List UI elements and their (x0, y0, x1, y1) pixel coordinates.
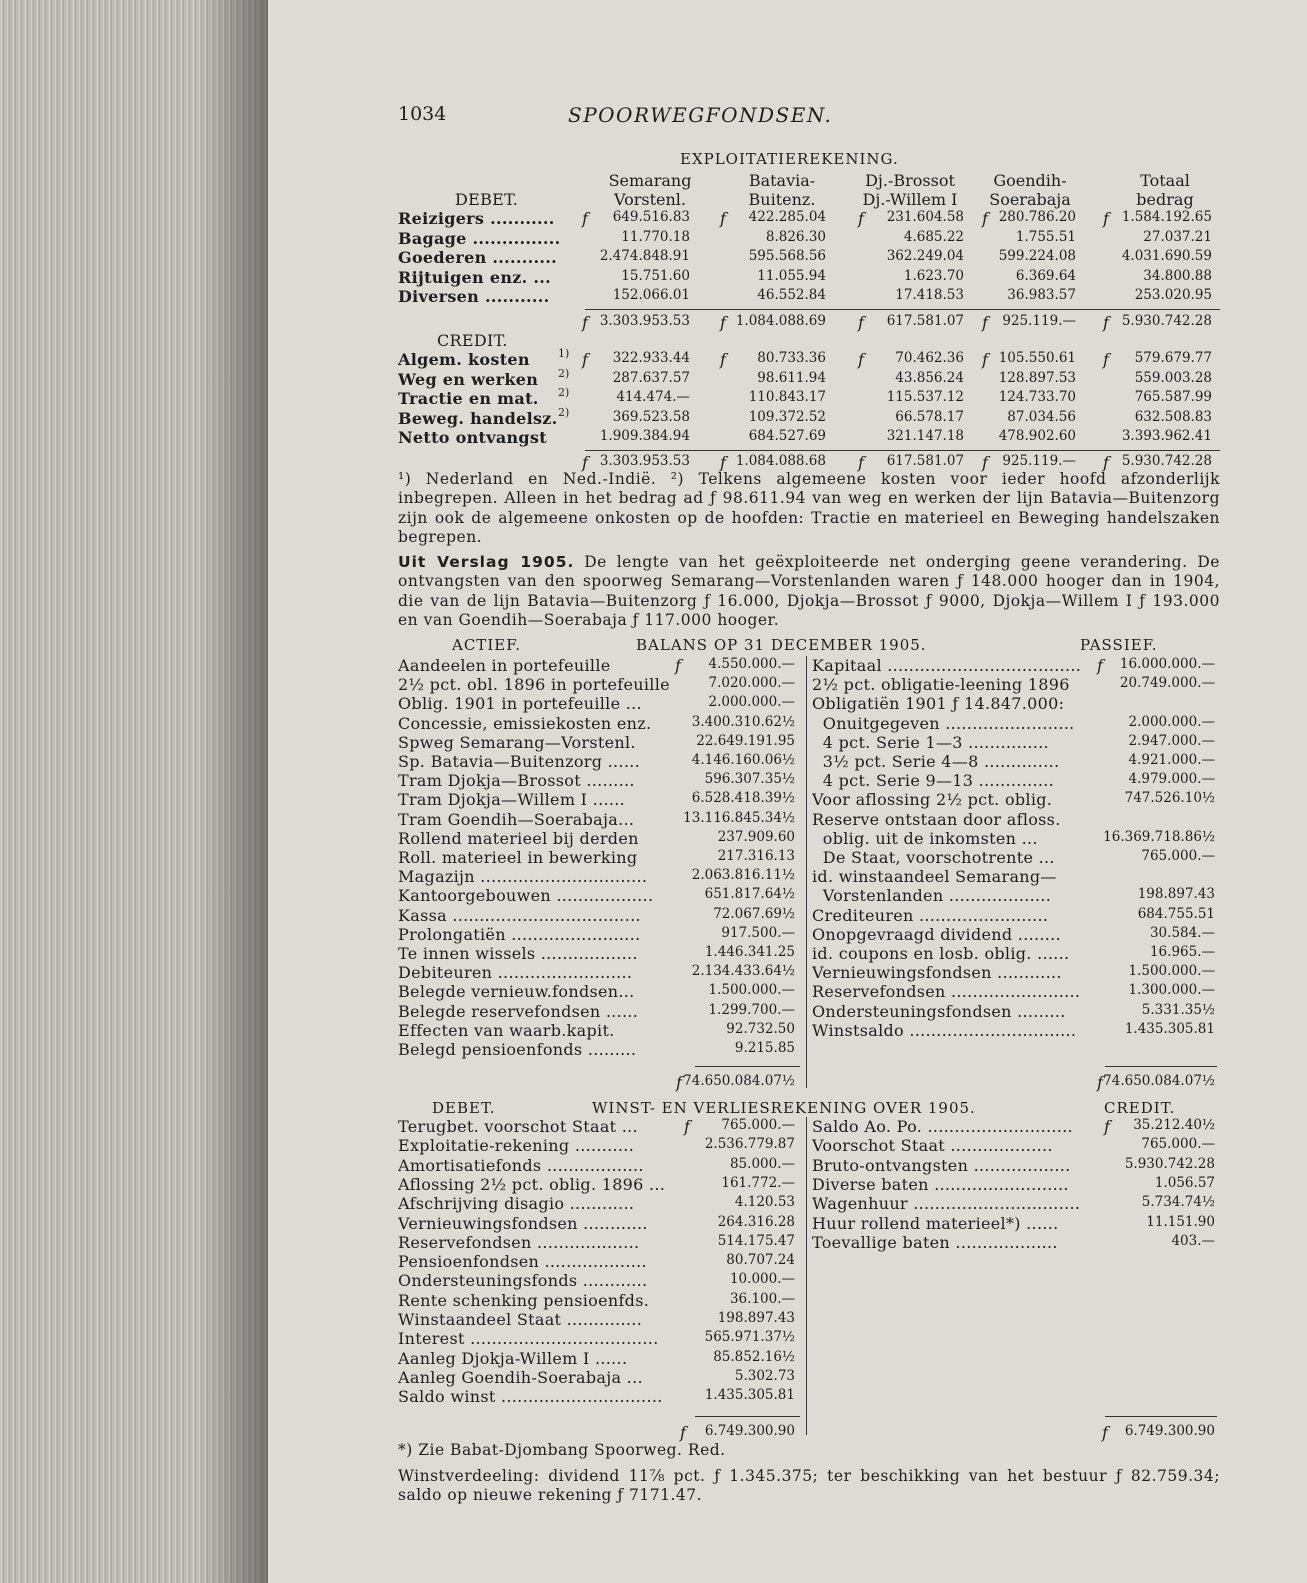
passief-row-label: Vernieuwingsfondsen ............ (812, 963, 1062, 983)
credit-cell: 287.637.57 (612, 369, 690, 386)
passief-row-label: 4 pct. Serie 9—13 .............. (812, 771, 1055, 791)
subtotal-rule (585, 309, 1220, 310)
credit-cell: 70.462.36 (895, 350, 964, 366)
gutter-shadow (200, 0, 275, 1583)
winst-credit-total: 6.749.300.90 (1124, 1423, 1215, 1439)
actief-value: 7.020.000.— (708, 675, 795, 692)
credit-cell: 579.679.77 (1134, 350, 1212, 366)
passief-row-label: Ondersteuningsfondsen ......... (812, 1001, 1066, 1021)
winst-divider (806, 1117, 807, 1435)
credit-row-label: Tractie en mat. (398, 389, 539, 408)
currency-sign: f (720, 313, 726, 332)
debet-cell: 280.786.20 (998, 209, 1076, 225)
actief-value: 2.134.433.64½ (691, 963, 795, 980)
debet-cell: 11.055.94 (757, 267, 826, 284)
actief-value: 6.528.418.39½ (691, 790, 795, 807)
actief-value: 1.500.000.— (708, 982, 795, 999)
actief-value: 1.299.700.— (708, 1001, 795, 1018)
currency-sign: f (1103, 350, 1109, 369)
actief-row-label: Tram Goendih—Soerabaja... (398, 809, 635, 829)
passief-value: 1.300.000.— (1128, 982, 1215, 999)
winst-debet-value: 765.000.— (721, 1117, 795, 1133)
passief-value: 747.526.10½ (1124, 790, 1215, 807)
actief-value: 917.500.— (721, 924, 795, 941)
column-heading: bedrag (1136, 190, 1194, 209)
currency-sign: f (1104, 1117, 1110, 1136)
actief-value: 9.215.85 (734, 1040, 795, 1056)
passief-row-label: Voor aflossing 2½ pct. oblig. (812, 790, 1053, 810)
actief-row-label: Debiteuren ......................... (398, 963, 633, 983)
actief-value: 4.550.000.— (708, 656, 795, 672)
credit-cell: 98.611.94 (757, 369, 826, 386)
winst-credit-value: 5.734.74½ (1141, 1194, 1215, 1211)
passief-value: 16.965.— (1149, 944, 1215, 960)
winst-debet-label: DEBET. (432, 1099, 496, 1117)
credit-cell: 3.393.962.41 (1121, 428, 1212, 444)
passief-value: 5.331.35½ (1141, 1001, 1215, 1018)
credit-total: 3.303.953.53 (599, 453, 690, 469)
passief-value: 2.000.000.— (1128, 713, 1215, 730)
column-heading: Semarang (608, 171, 692, 190)
passief-row-label: Onopgevraagd dividend ........ (812, 924, 1061, 944)
winst-debet-label-cell: Winstaandeel Staat .............. (398, 1310, 643, 1329)
winst-debet-label-cell: Terugbet. voorschot Staat ... (398, 1117, 638, 1136)
debet-total: 3.303.953.53 (599, 313, 690, 329)
verslag-text: De lengte van het geëxploiteerde net onderging geene verandering. De ontvangsten van den spoorweg Semarang—Vorstenlanden waren ƒ 148.000 hooger dan in 1904, die van de lijn Batavia—Buitenzorg ƒ 16.000, Djokja—Brossot ƒ 9000, Djokja—Willem I ƒ 193.000 en van Goendih—Soerabaja ƒ 117.000 hooger. (398, 553, 1220, 629)
credit-row-label: Netto ontvangst (398, 428, 547, 447)
page-number: 1034 (398, 103, 447, 125)
winst-debet-value: 80.707.24 (726, 1252, 795, 1269)
passief-value: 4.979.000.— (1128, 771, 1215, 788)
winst-credit-label: CREDIT. (1104, 1099, 1176, 1117)
winst-credit-value: 1.056.57 (1154, 1174, 1215, 1191)
passief-row-label: Reserve ontstaan door afloss. (812, 809, 1061, 829)
actief-value: 92.732.50 (726, 1020, 795, 1037)
winst-debet-label-cell: Interest ................................... (398, 1329, 659, 1349)
credit-row-label: Beweg. handelsz. (398, 408, 558, 428)
column-heading: Vorstenl. (614, 190, 686, 209)
actief-row-label: Belegde reservefondsen ...... (398, 1001, 639, 1021)
currency-sign: f (982, 350, 988, 369)
actief-value: 2.000.000.— (708, 694, 795, 711)
winst-credit-label-cell: Huur rollend materieel*) ...... (812, 1213, 1059, 1233)
debet-cell: 46.552.84 (757, 287, 826, 303)
footnote-winst: *) Zie Babat-Djombang Spoorweg. Red. (398, 1441, 726, 1459)
currency-sign: f (1102, 1423, 1108, 1442)
winst-debet-value: 85.852.16½ (713, 1348, 795, 1365)
winst-credit-value: 5.930.742.28 (1124, 1155, 1215, 1172)
credit-row-note: 2) (558, 366, 570, 380)
debet-label: DEBET. (455, 190, 519, 209)
footnote-exploitatie: ¹) Nederland en Ned.-Indië. ²) Telkens algemeene kosten voor ieder hoofd afzonderlijk inbegrepen. Alleen in het bedrag ad ƒ 98.611.94 van weg en werken der lijn Batavia—Buitenzorg zijn ook de algemeene onkosten op de hoofden: Tractie en materieel en Beweging handelszaken begrepen. (398, 470, 1220, 546)
actief-row-label: Rollend materieel bij derden (398, 828, 639, 848)
actief-value: 596.307.35½ (704, 771, 795, 788)
passief-row-label: 2½ pct. obligatie-leening 1896 (812, 675, 1070, 695)
winst-debet-label-cell: Vernieuwingsfondsen ............ (398, 1213, 648, 1233)
currency-sign: f (982, 313, 988, 332)
winst-debet-value: 264.316.28 (717, 1213, 795, 1230)
winst-debet-value: 514.175.47 (717, 1232, 795, 1249)
actief-row-label: Te innen wissels .................. (398, 944, 638, 963)
debet-cell: 2.474.848.91 (599, 248, 690, 264)
credit-cell: 684.527.69 (748, 428, 826, 444)
passief-row-label: Vorstenlanden ................... (812, 886, 1052, 906)
currency-sign: f (582, 313, 588, 332)
debet-cell: 15.751.60 (621, 267, 690, 284)
verslag-heading: Uit Verslag 1905. (398, 553, 575, 571)
debet-row-label: Reizigers ........... (398, 209, 555, 228)
passief-row-label: 3½ pct. Serie 4—8 .............. (812, 752, 1060, 771)
currency-sign: f (676, 1073, 682, 1092)
debet-cell: 6.369.64 (1015, 267, 1076, 284)
column-heading: Soerabaja (989, 190, 1071, 209)
passief-value: 20.749.000.— (1119, 675, 1215, 692)
currency-sign: f (720, 350, 726, 369)
winst-debet-label-cell: Rente schenking pensioenfds. (398, 1290, 650, 1310)
passief-row-label: Obligatiën 1901 ƒ 14.847.000: (812, 694, 1065, 714)
credit-cell: 110.843.17 (748, 389, 826, 405)
debet-cell: 595.568.56 (748, 248, 826, 264)
credit-row-label: Algem. kosten (398, 350, 530, 369)
credit-label: CREDIT. (437, 331, 508, 350)
debet-cell: 362.249.04 (886, 248, 964, 264)
passief-value: 765.000.— (1141, 848, 1215, 864)
winstverdeeling: Winstverdeeling: dividend 11⅞ pct. ƒ 1.345.375; ter beschikking van het bestuur ƒ 82.759.34; saldo op nieuwe rekening ƒ 7171.47. (398, 1467, 1220, 1505)
debet-row-label: Goederen ........... (398, 248, 557, 267)
passief-total: 74.650.084.07½ (1103, 1073, 1215, 1089)
debet-total: 617.581.07 (886, 313, 964, 329)
winst-debet-value: 36.100.— (729, 1290, 795, 1307)
winst-credit-label-cell: Voorschot Staat ................... (812, 1136, 1053, 1156)
passief-row-label: id. winstaandeel Semarang— (812, 867, 1057, 887)
winst-debet-total: 6.749.300.90 (704, 1423, 795, 1439)
currency-sign: f (858, 350, 864, 369)
actief-row-label: Belegd pensioenfonds ......... (398, 1040, 637, 1059)
debet-row-label: Bagage ............... (398, 228, 561, 248)
actief-row-label: Prolongatiën ........................ (398, 924, 641, 944)
debet-cell: 8.826.30 (765, 228, 826, 245)
credit-cell: 66.578.17 (895, 408, 964, 425)
total-rule-passief (1105, 1066, 1217, 1067)
currency-sign: f (1103, 209, 1109, 228)
credit-cell: 80.733.36 (757, 350, 826, 366)
credit-cell: 765.587.99 (1134, 389, 1212, 405)
debet-cell: 36.983.57 (1007, 287, 1076, 303)
actief-row-label: Kantoorgebouwen .................. (398, 886, 654, 906)
currency-sign: f (1097, 656, 1103, 675)
actief-row-label: Spweg Semarang—Vorstenl. (398, 732, 636, 752)
currency-sign: f (680, 1423, 686, 1442)
winst-debet-label-cell: Exploitatie-rekening ........... (398, 1136, 635, 1156)
passief-value: 4.921.000.— (1128, 752, 1215, 768)
debet-cell: 4.031.690.59 (1121, 248, 1212, 264)
passief-row-label: Kapitaal .................................... (812, 656, 1082, 675)
total-rule-actief (695, 1066, 800, 1067)
winst-debet-value: 10.000.— (729, 1271, 795, 1288)
debet-row-label: Diversen ........... (398, 287, 550, 306)
debet-cell: 231.604.58 (886, 209, 964, 225)
debet-cell: 4.685.22 (903, 228, 964, 245)
credit-cell: 43.856.24 (895, 369, 964, 386)
actief-row-label: Magazijn ............................... (398, 867, 648, 887)
passief-value: 16.000.000.— (1119, 656, 1215, 672)
currency-sign: f (1103, 313, 1109, 332)
passief-row-label: oblig. uit de inkomsten ... (812, 828, 1038, 848)
currency-sign: f (582, 453, 588, 472)
currency-sign: f (858, 313, 864, 332)
actief-total: 74.650.084.07½ (683, 1073, 795, 1089)
actief-row-label: Roll. materieel in bewerking (398, 848, 638, 867)
debet-cell: 1.584.192.65 (1121, 209, 1212, 225)
actief-row-label: Concessie, emissiekosten enz. (398, 713, 652, 733)
balans-title: BALANS OP 31 DECEMBER 1905. (636, 636, 927, 654)
running-title: SPOORWEGFONDSEN. (568, 103, 833, 127)
passief-value: 16.369.718.86½ (1103, 828, 1215, 845)
winst-debet-label-cell: Reservefondsen ................... (398, 1232, 640, 1252)
credit-cell: 321.147.18 (886, 428, 964, 444)
actief-row-label: Tram Djokja—Willem I ...... (398, 790, 625, 810)
subtotal-rule (585, 450, 1220, 451)
passief-value: 1.500.000.— (1128, 963, 1215, 980)
credit-cell: 115.537.12 (886, 389, 964, 405)
debet-cell: 649.516.83 (612, 209, 690, 225)
winst-debet-value: 85.000.— (729, 1155, 795, 1172)
actief-value: 651.817.64½ (704, 886, 795, 903)
debet-total: 5.930.742.28 (1121, 313, 1212, 329)
currency-sign: f (675, 656, 681, 675)
actief-value: 72.067.69½ (713, 905, 795, 922)
actief-value: 217.316.13 (717, 848, 795, 864)
credit-total: 1.084.088.68 (735, 453, 826, 469)
winst-debet-value: 161.772.— (721, 1174, 795, 1191)
total-rule-winst-credit (1105, 1416, 1217, 1417)
credit-cell: 124.733.70 (998, 389, 1076, 405)
column-heading: Dj.-Brossot (865, 171, 955, 190)
actief-label: ACTIEF. (452, 636, 522, 654)
currency-sign: f (982, 453, 988, 472)
winst-debet-value: 198.897.43 (717, 1310, 795, 1326)
credit-row-note: 2) (558, 405, 570, 419)
winst-credit-label-cell: Diverse baten ......................... (812, 1174, 1069, 1194)
credit-row-note: 1) (558, 347, 570, 360)
actief-row-label: Sp. Batavia—Buitenzorg ...... (398, 752, 640, 771)
debet-cell: 34.800.88 (1143, 267, 1212, 284)
credit-row-note: 2) (558, 386, 570, 399)
debet-cell: 11.770.18 (621, 228, 690, 245)
currency-sign: f (858, 453, 864, 472)
winst-debet-label-cell: Afschrijving disagio ............ (398, 1194, 635, 1214)
credit-total: 617.581.07 (886, 453, 964, 469)
debet-total: 925.119.— (1002, 313, 1076, 329)
passief-value: 30.584.— (1149, 924, 1215, 941)
column-heading: Buitenz. (748, 190, 816, 209)
passief-value: 198.897.43 (1137, 886, 1215, 903)
actief-row-label: Effecten van waarb.kapit. (398, 1020, 615, 1040)
column-heading: Dj.-Willem I (862, 190, 958, 209)
debet-row-label: Rijtuigen enz. ... (398, 267, 551, 287)
column-heading: Batavia- (748, 171, 816, 190)
winst-credit-label-cell: Toevallige baten ................... (812, 1232, 1058, 1252)
credit-cell: 632.508.83 (1134, 408, 1212, 425)
winst-debet-label-cell: Pensioenfondsen ................... (398, 1252, 647, 1272)
debet-total: 1.084.088.69 (735, 313, 826, 329)
winst-debet-label-cell: Ondersteuningsfonds ............ (398, 1271, 648, 1291)
credit-cell: 87.034.56 (1007, 408, 1076, 425)
column-heading: Totaal (1140, 171, 1190, 190)
debet-cell: 152.066.01 (612, 287, 690, 303)
debet-cell: 253.020.95 (1134, 287, 1212, 303)
debet-cell: 599.224.08 (998, 248, 1076, 264)
passief-row-label: Winstsaldo ............................... (812, 1020, 1077, 1040)
actief-row-label: Oblig. 1901 in portefeuille ... (398, 694, 642, 714)
winst-credit-value: 11.151.90 (1146, 1213, 1215, 1230)
passief-value: 2.947.000.— (1128, 732, 1215, 749)
passief-row-label: 4 pct. Serie 1—3 ............... (812, 732, 1049, 752)
debet-cell: 17.418.53 (895, 287, 964, 303)
actief-value: 22.649.191.95 (696, 732, 795, 749)
currency-sign: f (1103, 453, 1109, 472)
passief-row-label: Onuitgegeven ........................ (812, 713, 1075, 733)
winst-credit-value: 35.212.40½ (1133, 1117, 1215, 1133)
credit-total: 925.119.— (1002, 453, 1076, 469)
currency-sign: f (720, 209, 726, 228)
currency-sign: f (982, 209, 988, 228)
winst-credit-value: 403.— (1171, 1232, 1215, 1249)
passief-value: 684.755.51 (1137, 905, 1215, 922)
actief-row-label: Kassa ................................... (398, 905, 641, 925)
page-header (398, 103, 1218, 129)
actief-row-label: Belegde vernieuw.fondsen... (398, 982, 635, 1002)
passief-row-label: Crediteuren ........................ (812, 905, 1049, 925)
currency-sign: f (684, 1117, 690, 1136)
currency-sign: f (858, 209, 864, 228)
credit-cell: 1.909.384.94 (599, 428, 690, 444)
debet-cell: 422.285.04 (748, 209, 826, 225)
currency-sign: f (582, 209, 588, 228)
credit-cell: 478.902.60 (998, 428, 1076, 444)
credit-total: 5.930.742.28 (1121, 453, 1212, 469)
winst-debet-value: 5.302.73 (734, 1367, 795, 1384)
credit-cell: 322.933.44 (612, 350, 690, 366)
actief-row-label: 2½ pct. obl. 1896 in portefeuille (398, 675, 670, 695)
winst-debet-value: 2.536.779.87 (704, 1136, 795, 1153)
credit-cell: 414.474.— (616, 389, 690, 405)
actief-value: 2.063.816.11½ (691, 867, 795, 884)
actief-row-label: Aandeelen in portefeuille (398, 656, 611, 675)
currency-sign: f (720, 453, 726, 472)
actief-value: 4.146.160.06½ (691, 752, 795, 768)
column-heading: Goendih- (993, 171, 1067, 190)
actief-value: 13.116.845.34½ (683, 809, 795, 826)
actief-value: 3.400.310.62½ (691, 713, 795, 730)
actief-value: 1.446.341.25 (704, 944, 795, 960)
currency-sign: f (1097, 1073, 1103, 1092)
winst-title: WINST- EN VERLIESREKENING OVER 1905. (592, 1099, 976, 1117)
winst-credit-label-cell: Wagenhuur ............................... (812, 1194, 1081, 1214)
winst-debet-label-cell: Aanleg Goendih-Soerabaja ... (398, 1367, 643, 1387)
credit-cell: 559.003.28 (1134, 369, 1212, 386)
winst-debet-label-cell: Saldo winst .............................. (398, 1387, 663, 1407)
passief-label: PASSIEF. (1080, 636, 1158, 654)
winst-credit-label-cell: Saldo Ao. Po. ........................... (812, 1117, 1073, 1136)
winst-debet-value: 565.971.37½ (704, 1329, 795, 1346)
credit-cell: 369.523.58 (612, 408, 690, 425)
credit-cell: 109.372.52 (748, 408, 826, 425)
winst-credit-label-cell: Bruto-ontvangsten .................. (812, 1155, 1071, 1175)
winst-debet-label-cell: Aanleg Djokja-Willem I ...... (398, 1348, 628, 1368)
debet-cell: 1.755.51 (1015, 228, 1076, 245)
debet-cell: 1.623.70 (903, 267, 964, 284)
debet-cell: 27.037.21 (1143, 228, 1212, 245)
winst-debet-value: 1.435.305.81 (704, 1387, 795, 1404)
balans-divider (806, 656, 807, 1088)
winst-credit-value: 765.000.— (1141, 1136, 1215, 1153)
passief-row-label: id. coupons en losb. oblig. ...... (812, 944, 1070, 963)
passief-value: 1.435.305.81 (1124, 1020, 1215, 1037)
winst-debet-label-cell: Aflossing 2½ pct. oblig. 1896 ... (398, 1174, 666, 1194)
verslag-paragraph (398, 553, 1220, 630)
exploitatie-title: EXPLOITATIEREKENING. (680, 150, 899, 168)
actief-row-label: Tram Djokja—Brossot ......... (398, 771, 635, 791)
credit-row-label: Weg en werken (398, 369, 539, 389)
winst-debet-label-cell: Amortisatiefonds .................. (398, 1155, 644, 1175)
passief-row-label: De Staat, voorschotrente ... (812, 848, 1055, 867)
credit-cell: 105.550.61 (998, 350, 1076, 366)
credit-cell: 128.897.53 (998, 369, 1076, 386)
passief-row-label: Reservefondsen ........................ (812, 982, 1081, 1002)
currency-sign: f (582, 350, 588, 369)
total-rule-winst-debet (695, 1416, 800, 1417)
winst-debet-value: 4.120.53 (734, 1194, 795, 1211)
actief-value: 237.909.60 (717, 828, 795, 845)
